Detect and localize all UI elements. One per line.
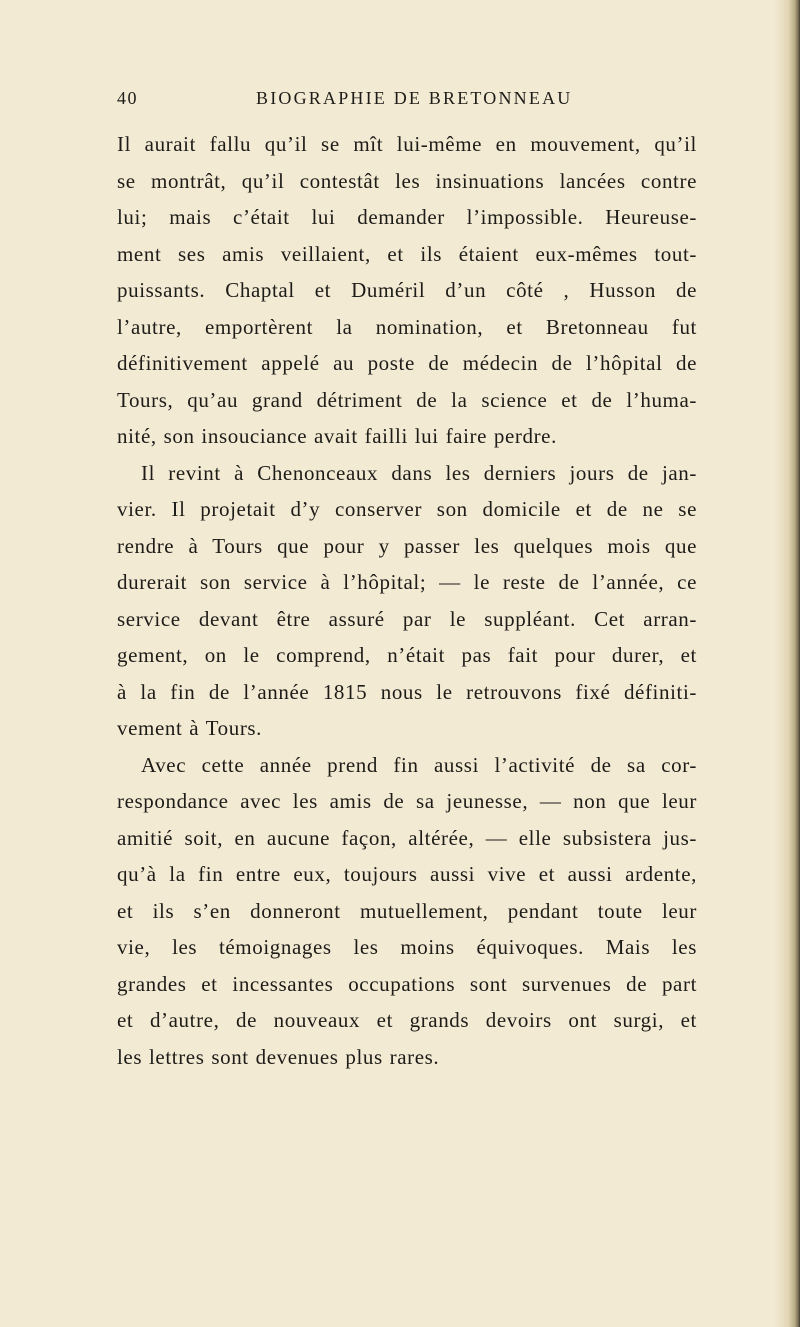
text-line: amitié soit, en aucune façon, altérée, — elle subsistera jus-	[117, 825, 697, 850]
text-line: grandes et incessantes occupations sont survenues de part	[117, 971, 697, 996]
page-edge-shadow	[774, 0, 800, 1327]
text-line: durerait son service à l’hôpital; — le reste de l’année, ce	[117, 570, 697, 594]
text-line: service devant être assuré par le suppléant. Cet arran-	[117, 606, 697, 631]
text-line: vier. Il projetait d’y conserver son domicile et de ne se	[117, 497, 697, 521]
page-number: 40	[117, 88, 138, 108]
text-line: ment ses amis veillaient, et ils étaient eux-mêmes tout-	[117, 241, 697, 266]
text-line: gement, on le comprend, n’était pas fait pour durer, et	[117, 643, 697, 667]
text-line: et ils s’en donneront mutuellement, pendant toute leur	[117, 898, 697, 923]
text-line: l’autre, emportèrent la nomination, et Bretonneau fut	[117, 314, 697, 339]
text-line: rendre à Tours que pour y passer les quelques mois que	[117, 533, 697, 558]
text-line: les lettres sont devenues plus rares.	[117, 1044, 440, 1069]
text-line: Avec cette année prend fin aussi l’activité de sa cor-	[141, 752, 697, 777]
text-line: se montrât, qu’il contestât les insinuations lancées contre	[117, 168, 697, 193]
text-line: lui; mais c’était lui demander l’impossible. Heureuse-	[117, 205, 697, 229]
text-line: et d’autre, de nouveaux et grands devoirs ont surgi, et	[117, 1008, 697, 1032]
text-line: Il revint à Chenonceaux dans les derniers jours de jan-	[141, 460, 697, 485]
text-line: puissants. Chaptal et Duméril d’un côté , Husson de	[117, 278, 697, 302]
text-line: vie, les témoignages les moins équivoques. Mais les	[117, 935, 697, 959]
body-text	[117, 126, 697, 1075]
text-line: respondance avec les amis de sa jeunesse, — non que leur	[117, 789, 697, 813]
text-line: vement à Tours.	[117, 716, 263, 740]
text-line: définitivement appelé au poste de médecin de l’hôpital de	[117, 351, 697, 375]
text-line: Il aurait fallu qu’il se mît lui-même en mouvement, qu’il	[117, 132, 697, 156]
running-title: BIOGRAPHIE DE BRETONNEAU	[256, 88, 573, 108]
page-header	[117, 88, 697, 114]
text-line: qu’à la fin entre eux, toujours aussi vive et aussi ardente,	[117, 862, 697, 886]
text-line: nité, son insouciance avait failli lui faire perdre.	[117, 424, 557, 448]
text-line: Tours, qu’au grand détriment de la science et de l’huma-	[117, 387, 697, 412]
text-line: à la fin de l’année 1815 nous le retrouvons fixé définiti-	[117, 679, 697, 704]
